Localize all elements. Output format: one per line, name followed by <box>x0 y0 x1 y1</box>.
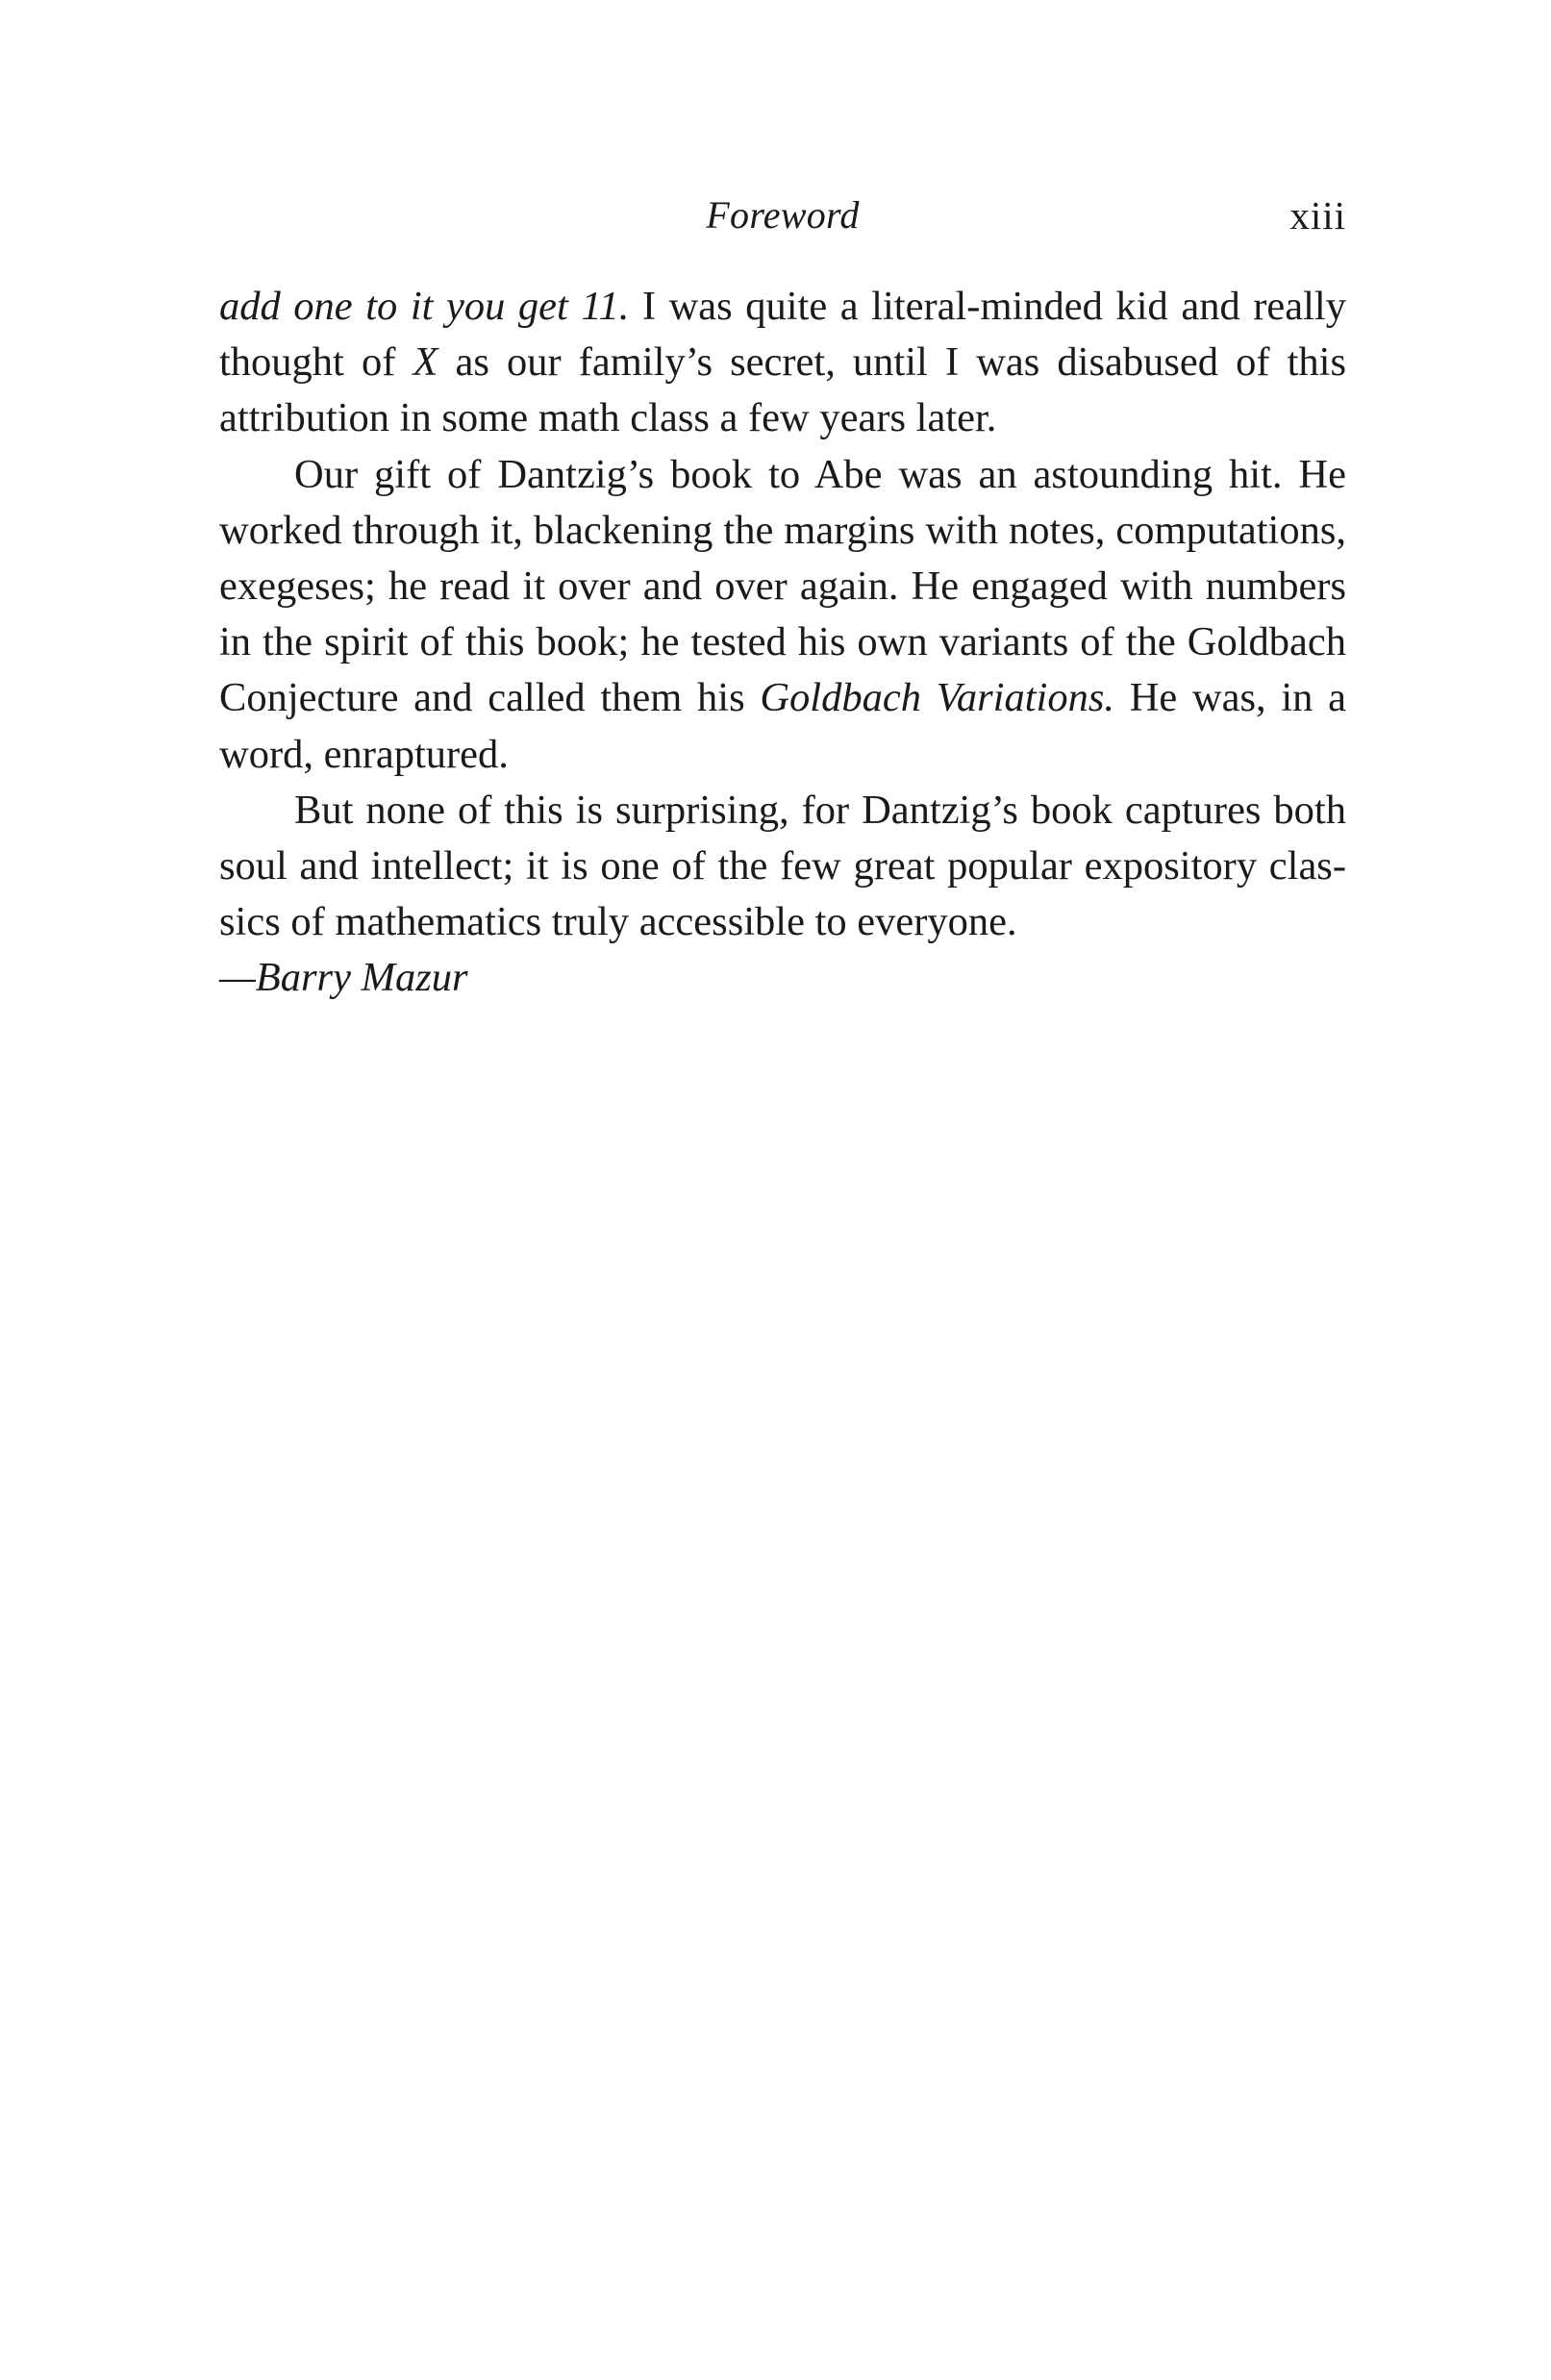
signature: —Barry Mazur <box>219 955 468 1001</box>
paragraph-1-italic-lead: add one to it you get 11. <box>219 284 630 329</box>
body-text <box>219 279 1346 1007</box>
paragraph-1-text: I was quite a literal-minded kid and really thought of <box>219 284 1346 386</box>
paragraph-1-text-end: as our family’s secret, until I was disabused of this attribution in some math class a few years later. <box>219 339 1346 441</box>
page-header <box>219 188 1346 246</box>
paragraph-3 <box>219 783 1346 951</box>
paragraph-2-italic: Goldbach Variations. <box>760 675 1115 721</box>
paragraph-2-text-end: He was, in a word, enraptured. <box>219 675 1346 777</box>
paragraph-2 <box>219 447 1346 783</box>
page-number: xiii <box>1289 193 1346 238</box>
paragraph-2-text: Our gift of Dantzig’s book to Abe was an astounding hit. He worked through it, blackening the margins with notes, computations, exegeses; he read it over and over again. He engaged with numbers in the spirit of this book; he tested his own variants of the Goldbach Conjecture and called them his <box>219 451 1346 721</box>
paragraph-1 <box>219 279 1346 447</box>
paragraph-1-italic-x: X <box>413 339 438 386</box>
running-head: Foreword <box>706 193 860 237</box>
paragraph-3-text: But none of this is surprising, for Dantzig’s book captures both soul and intellect; it is one of the few great popular expository classics of mathematics truly accessible to everyone. <box>219 787 1346 945</box>
